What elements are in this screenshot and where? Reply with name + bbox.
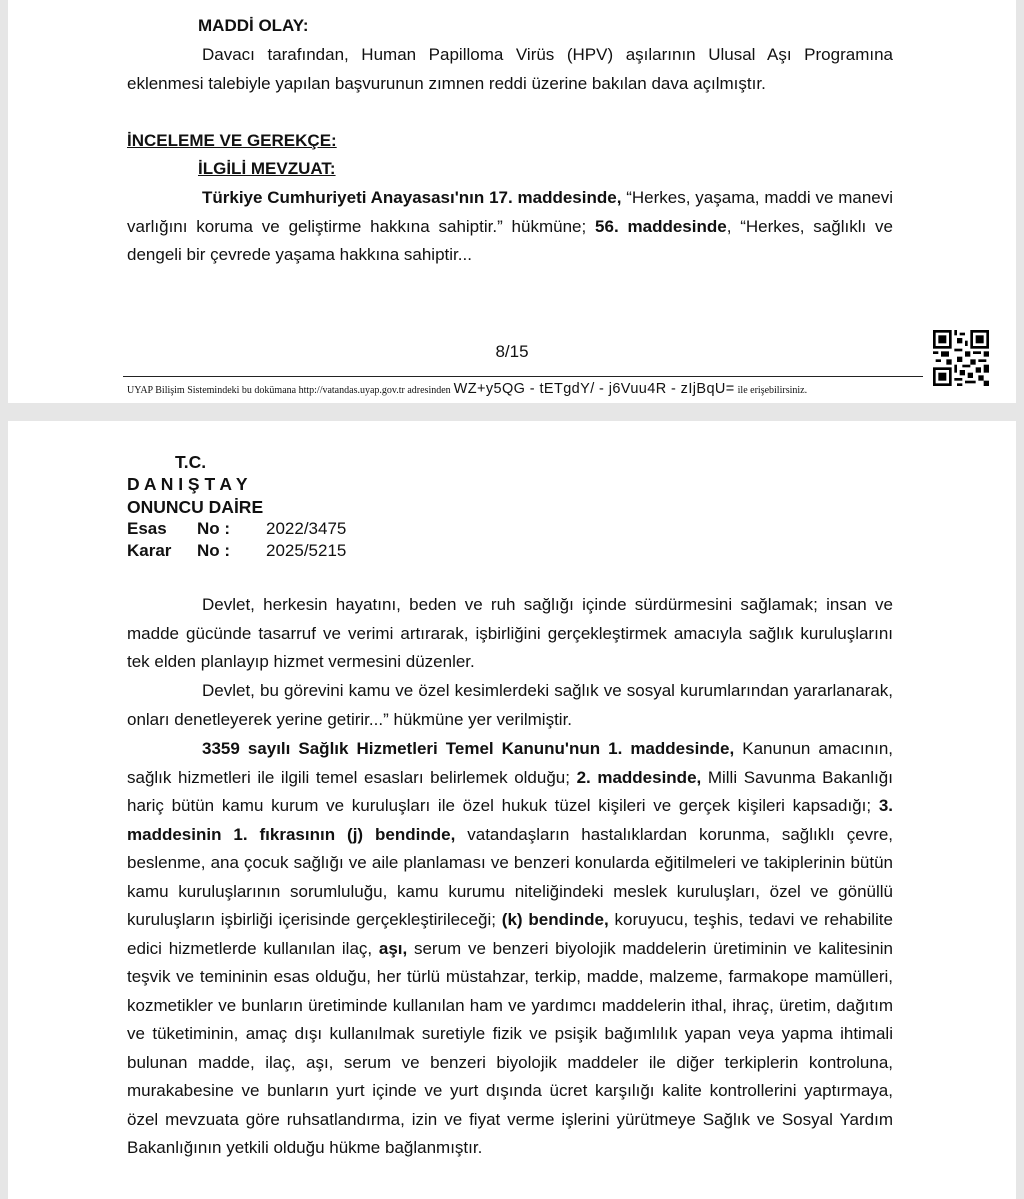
footer-verification <box>127 381 807 397</box>
inceleme-heading: İNCELEME VE GEREKÇE: <box>127 131 337 150</box>
qr-code-icon <box>933 330 989 386</box>
maddi-olay-paragraph: Davacı tarafından, Human Papilloma Virüs (HPV) aşılarının Ulusal Aşı Programına eklenmesi talebiyle yapılan başvurunun zımnen reddi üzerine bakılan dava açılmıştır. <box>127 45 893 93</box>
anayasa-paragraph: Türkiye Cumhuriyeti Anayasası'nın 17. maddesinde, “Herkes, yaşama, maddi ve manevi varlığını koruma ve geliştirme hakkına sahiptir.” hükmüne; 56. maddesinde, “Herkes, sağlıklı ve dengeli bir çevrede yaşama hakkına sahiptir... <box>127 188 893 264</box>
footer-rule <box>123 376 923 377</box>
maddi-olay-heading: MADDİ OLAY: <box>198 16 309 35</box>
karar-number: 2025/5215 <box>266 541 347 560</box>
esas-no-label: No : <box>197 519 231 538</box>
tc-heading: T.C. <box>175 452 207 472</box>
footer-suffix: ile erişebilirsiniz. <box>737 385 808 396</box>
chamber-name: ONUNCU DAİRE <box>127 497 264 517</box>
devlet-paragraph-1: Devlet, herkesin hayatını, beden ve ruh sağlığı içinde sürdürmesini sağlamak; insan ve madde gücünde tasarruf ve verimi artırarak, işbirliğini gerçekleştirmek amacıyla sağlık kuruluşlarını tek elden planlayıp hizmet vermesini düzenler. <box>127 595 893 671</box>
devlet-paragraph-2: Devlet, bu görevini kamu ve özel kesimlerdeki sağlık ve sosyal kurumlarından yararlanarak, onları denetleyerek yerine getirir...” hükmüne yer verilmiştir. <box>127 681 893 729</box>
kanun-paragraph: 3359 sayılı Sağlık Hizmetleri Temel Kanunu'nun 1. maddesinde, Kanunun amacının, sağlık hizmetleri ile ilgili temel esasları belirlemek olduğu; 2. maddesinde, Milli Savunma Bakanlığı hariç bütün kamu kurum ve kuruluşları ile özel hukuk tüzel kişileri ve gerçek kişileri kapsadığı; 3. maddesinin 1. fıkrasının (j) bendinde, vatandaşların hastalıklardan korunma, sağlıklı çevre, beslenme, ana çocuk sağlığı ve aile planlaması ve benzeri konularda eğitilmeleri ve takiplerinin bütün kamu kuruluşlarının sorumluluğu, kamu kurumu niteliğindeki meslek kuruluşları, özel ve gönüllü kuruluşların işbirliği içerisinde gerçekleştirileceği; (k) bendinde, koruyucu, teşhis, tedavi ve rehabilite edici hizmetlerde kullanılan ilaç, aşı, serum ve benzeri biyolojik maddelerin üretiminin ve kalitesinin teşvik ve temininin esas olduğu, her türlü müstahzar, terkip, madde, malzeme, farmakope mamülleri, kozmetikler ve bunların üretiminde kullanılan ham ve yardımcı maddelerin ithal, ihraç, üretim, dağıtım ve tüketiminin, amaç dışı kullanılmak suretiyle fizik ve psişik bağımlılık yapan veya yapma ihtimali bulunan madde, ilaç, aşı, serum ve benzeri biyolojik maddeler ile diğer terkiplerin kontroluna, murakabesine ve bunların yurt içinde ve yurt dışında ücret karşılığı kalite kontrollerini yaptırmaya, özel mevzuata göre ruhsatlandırma, izin ve fiyat verme işlerini yürütmeye Sağlık ve Sosyal Yardım Bakanlığının yetkili olduğu hükme bağlanmıştır. <box>127 739 894 1157</box>
page-number: 8/15 <box>495 342 529 361</box>
court-name: D A N I Ş T A Y <box>127 474 248 494</box>
document-page-9 <box>8 421 1016 1199</box>
esas-number: 2022/3475 <box>266 519 347 538</box>
verification-code: WZ+y5QG - tETgdY/ - j6Vuu4R - zIjBqU= <box>453 381 735 397</box>
footer-prefix: UYAP Bilişim Sistemindeki bu dokümana http://vatandas.uyap.gov.tr adresinden <box>127 385 451 396</box>
esas-label: Esas <box>127 519 167 538</box>
karar-label: Karar <box>127 541 172 560</box>
karar-no-label: No : <box>197 541 231 560</box>
document-page-8 <box>8 0 1016 403</box>
mevzuat-heading: İLGİLİ MEVZUAT: <box>198 159 336 178</box>
